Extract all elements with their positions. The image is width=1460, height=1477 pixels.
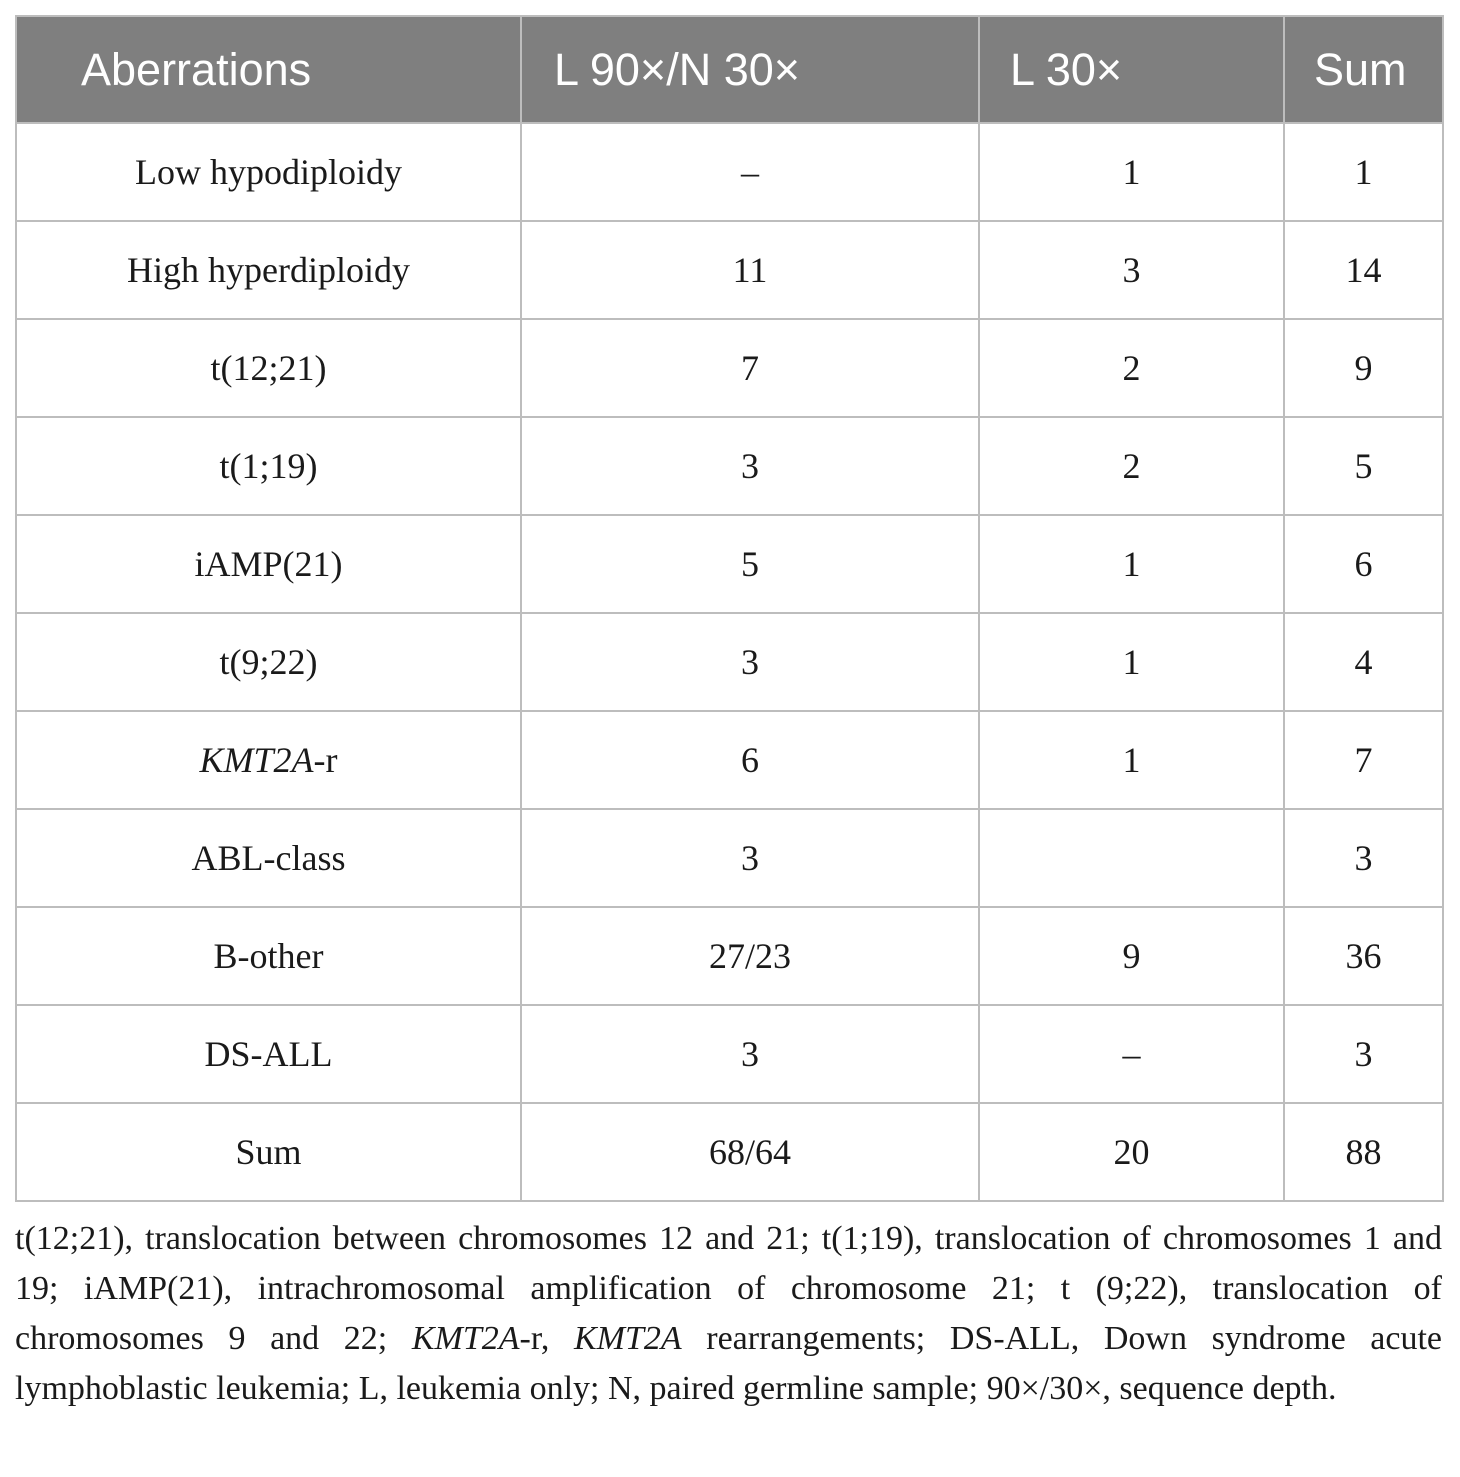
footnote-text-3: rearrangements; DS-ALL, Down syndrome acute lymphoblastic leukemia; L, leukemia only; N, paired germline sample; 90×/30×, sequence depth. — [15, 1320, 1442, 1407]
table-header — [16, 16, 1443, 123]
cell-sum: 6 — [1284, 515, 1443, 613]
table-row — [16, 711, 1443, 809]
cell-aberration: B-other — [16, 907, 521, 1005]
cell-sum: 36 — [1284, 907, 1443, 1005]
cell-l90-n30: 3 — [521, 809, 979, 907]
cell-aberration: DS-ALL — [16, 1005, 521, 1103]
table-row — [16, 1005, 1443, 1103]
cell-aberration: Low hypodiploidy — [16, 123, 521, 221]
cell-l90-n30: – — [521, 123, 979, 221]
cell-l30: – — [979, 1005, 1284, 1103]
cell-aberration: High hyperdiploidy — [16, 221, 521, 319]
cell-aberration: t(9;22) — [16, 613, 521, 711]
table-body — [16, 123, 1443, 1201]
cell-aberration: iAMP(21) — [16, 515, 521, 613]
cell-l30 — [979, 809, 1284, 907]
cell-sum: 5 — [1284, 417, 1443, 515]
cell-l30: 1 — [979, 711, 1284, 809]
cell-l90-n30: 5 — [521, 515, 979, 613]
cell-l30: 9 — [979, 907, 1284, 1005]
table-row — [16, 221, 1443, 319]
table-row — [16, 319, 1443, 417]
aberrations-table — [15, 15, 1444, 1202]
aberration-suffix: -r — [313, 740, 338, 780]
cell-sum: 7 — [1284, 711, 1443, 809]
table-row — [16, 515, 1443, 613]
cell-l30: 2 — [979, 417, 1284, 515]
cell-l30: 2 — [979, 319, 1284, 417]
cell-l30: 3 — [979, 221, 1284, 319]
table-row — [16, 809, 1443, 907]
header-l30: L 30× — [979, 16, 1284, 123]
cell-aberration: t(1;19) — [16, 417, 521, 515]
cell-sum: 3 — [1284, 809, 1443, 907]
aberration-italic-gene: KMT2A — [199, 740, 314, 780]
cell-sum: 9 — [1284, 319, 1443, 417]
header-sum: Sum — [1284, 16, 1443, 123]
cell-l90-n30: 11 — [521, 221, 979, 319]
table-row — [16, 907, 1443, 1005]
footnote-text-2: -r, — [519, 1320, 574, 1357]
header-aberrations: Aberrations — [16, 16, 521, 123]
cell-l30: 1 — [979, 515, 1284, 613]
cell-l90-n30: 68/64 — [521, 1103, 979, 1201]
header-l90-n30: L 90×/N 30× — [521, 16, 979, 123]
cell-l90-n30: 3 — [521, 1005, 979, 1103]
table-row — [16, 123, 1443, 221]
cell-l30: 20 — [979, 1103, 1284, 1201]
cell-l90-n30: 7 — [521, 319, 979, 417]
cell-aberration — [16, 711, 521, 809]
cell-l90-n30: 3 — [521, 613, 979, 711]
cell-sum: 4 — [1284, 613, 1443, 711]
cell-sum: 88 — [1284, 1103, 1443, 1201]
cell-sum: 14 — [1284, 221, 1443, 319]
cell-l30: 1 — [979, 123, 1284, 221]
cell-aberration: ABL-class — [16, 809, 521, 907]
cell-sum: 3 — [1284, 1005, 1443, 1103]
cell-sum: 1 — [1284, 123, 1443, 221]
aberrations-table-container — [15, 15, 1442, 1202]
footnote-gene-italic: KMT2A — [411, 1320, 520, 1357]
table-footnote — [15, 1214, 1442, 1414]
cell-l30: 1 — [979, 613, 1284, 711]
cell-l90-n30: 27/23 — [521, 907, 979, 1005]
cell-aberration: Sum — [16, 1103, 521, 1201]
cell-aberration: t(12;21) — [16, 319, 521, 417]
table-row — [16, 417, 1443, 515]
cell-l90-n30: 6 — [521, 711, 979, 809]
table-row-total — [16, 1103, 1443, 1201]
footnote-gene-italic: KMT2A — [573, 1320, 682, 1357]
table-row — [16, 613, 1443, 711]
cell-l90-n30: 3 — [521, 417, 979, 515]
footnote-text-1: t(12;21), translocation between chromosomes 12 and 21; t(1;19), translocation of chromosomes 1 and 19; iAMP(21), intrachromosomal amplification of chromosome 21; t (9;22), translocation of chromosomes 9 and 22; — [15, 1220, 1442, 1357]
header-row — [16, 16, 1443, 123]
